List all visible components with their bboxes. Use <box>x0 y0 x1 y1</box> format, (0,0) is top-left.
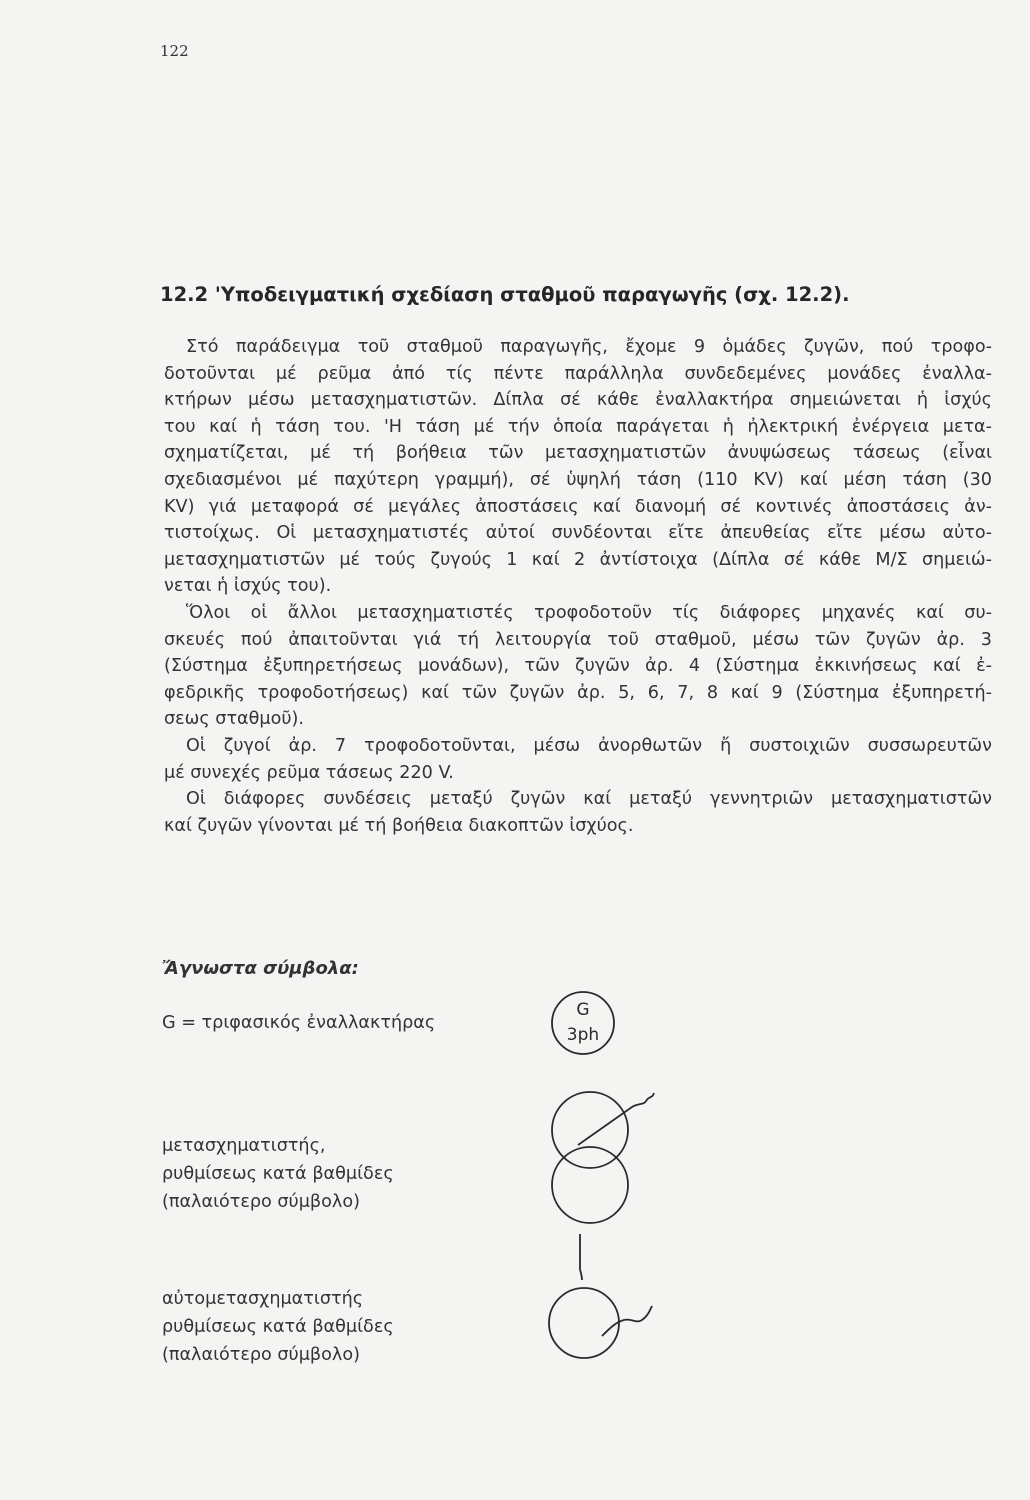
tap-autotransformer-line-2: ρυθμίσεως κατά βαθμίδες <box>162 1317 394 1337</box>
section-heading: 12.2 'Υποδειγματική σχεδίαση σταθμοῦ παραγωγῆς (σχ. 12.2). <box>160 283 850 306</box>
page-number: 122 <box>160 42 189 60</box>
tap-autotransformer-line-3: (παλαιότερο σύμβολο) <box>162 1345 360 1365</box>
body-text <box>164 334 992 839</box>
tap-arrow-icon <box>602 1306 652 1336</box>
tap-autotransformer-line-1: αὐτομετασχηματιστής <box>162 1289 364 1309</box>
tap-autotransformer-symbol <box>540 1228 670 1378</box>
generator-symbol-bottom: 3ph <box>566 1025 600 1045</box>
generator-label: G = τριφασικός ἐναλλακτήρας <box>162 1013 436 1033</box>
body-line: δοτοῦνται μέ ρεῦμα ἀπό τίς πέντε παράλληλα συνδεδεμένες μονάδες ἐναλλα- <box>164 363 992 384</box>
tap-transformer-label <box>162 1132 394 1216</box>
body-line: Στό παράδειγμα τοῦ σταθμοῦ παραγωγῆς, ἔχομε 9 ὁμάδες ζυγῶν, πού τροφο- <box>186 337 992 357</box>
tap-transformer-line-3: (παλαιότερο σύμβολο) <box>162 1192 360 1212</box>
body-line: σχηματίζεται, μέ τή βοήθεια τῶν μετασχηματιστῶν ἀνυψώσεως τάσεως (εἶναι <box>164 443 992 464</box>
generator-symbol <box>545 990 625 1060</box>
body-line: (Σύστημα ἐξυπηρετήσεως μονάδων), τῶν ζυγῶν ἀρ. 4 (Σύστημα ἐκκινήσεως καί ἐ- <box>164 656 992 677</box>
body-line: Οἱ διάφορες συνδέσεις μεταξύ ζυγῶν καί μεταξύ γεννητριῶν μετασχηματιστῶν <box>186 789 992 810</box>
body-line: μετασχηματιστῶν μέ τούς ζυγούς 1 καί 2 ἀντίστοιχα (Δίπλα σέ κάθε Μ/Σ σημειώ- <box>164 549 992 570</box>
body-line: σχεδιασμένοι μέ παχύτερη γραμμή), σέ ὑψηλή τάση (110 KV) καί μέση τάση (30 <box>164 469 992 490</box>
tap-autotransformer-label <box>162 1285 394 1369</box>
symbols-title: Ἄγνωστα σύμβολα: <box>162 958 359 979</box>
body-line: Οἱ ζυγοί ἀρ. 7 τροφοδοτοῦνται, μέσω ἀνορθωτῶν ἤ συστοιχιῶν συσσωρευτῶν <box>186 735 992 756</box>
autotransformer-winding <box>549 1288 619 1358</box>
body-line: μέ συνεχές ρεῦμα τάσεως 220 V. <box>164 762 454 783</box>
body-line: καί ζυγῶν γίνονται μέ τή βοήθεια διακοπτῶν ἰσχύος. <box>164 815 634 836</box>
body-line: σεως σταθμοῦ). <box>164 709 305 730</box>
body-line: του καί ἡ τάση του. 'Η τάση μέ τήν ὁποία παράγεται ἡ ἠλεκτρική ἐνέργεια μετα- <box>164 416 992 437</box>
transformer-winding-lower <box>552 1147 628 1223</box>
transformer-winding-upper <box>552 1092 628 1168</box>
generator-symbol-top: G <box>576 1000 590 1020</box>
body-line: KV) γιά μεταφορά σέ μεγάλες ἀποστάσεις καί διανομή σέ κοντινές ἀποστάσεις ἀν- <box>164 496 992 517</box>
body-line: φεδρικῆς τροφοδοτήσεως) καί τῶν ζυγῶν ἀρ. 5, 6, 7, 8 καί 9 (Σύστημα ἐξυπηρετή- <box>164 682 992 703</box>
body-line: Ὅλοι οἱ ἄλλοι μετασχηματιστές τροφοδοτοῦν τίς διάφορες μηχανές καί συ- <box>186 602 992 623</box>
autotransformer-lead <box>580 1234 582 1280</box>
tap-transformer-symbol <box>540 1085 670 1235</box>
tap-arrow-icon <box>578 1093 654 1145</box>
tap-transformer-line-2: ρυθμίσεως κατά βαθμίδες <box>162 1164 394 1184</box>
body-line: νεται ἡ ἰσχύς του). <box>164 576 332 597</box>
body-line: κτήρων μέσω μετασχηματιστῶν. Δίπλα σέ κάθε ἐναλλακτήρα σημειώνεται ἡ ἰσχύς <box>164 390 992 411</box>
body-line: τιστοίχως. Οἱ μετασχηματιστές αὐτοί συνδέονται εἴτε ἀπευθείας εἴτε μέσω αὐτο- <box>164 523 992 544</box>
tap-transformer-line-1: μετασχηματιστής, <box>162 1136 326 1156</box>
body-line: σκευές πού ἀπαιτοῦνται γιά τή λειτουργία τοῦ σταθμοῦ, μέσω τῶν ζυγῶν ἀρ. 3 <box>164 629 992 650</box>
